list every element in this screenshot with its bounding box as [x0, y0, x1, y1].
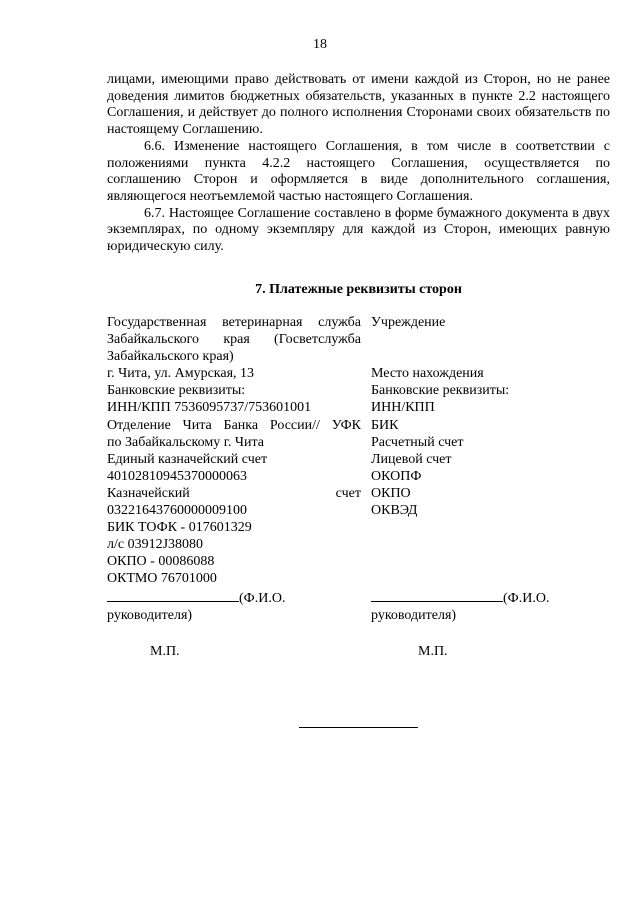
- left-party-bik: БИК ТОФК - 017601329: [107, 520, 252, 536]
- left-party-personal-account: л/с 03912J38080: [107, 537, 204, 553]
- left-party-name-line-3: Забайкальского края): [107, 349, 234, 365]
- right-party-gap: [371, 536, 611, 553]
- left-party-details: [107, 314, 361, 624]
- left-signature-role: руководителя): [107, 607, 193, 623]
- right-party-gap: [371, 519, 611, 536]
- right-party-personal-account: Лицевой счет: [371, 451, 452, 467]
- left-party-okpo: ОКПО - 00086088: [107, 554, 215, 570]
- right-party-bik: БИК: [371, 417, 399, 433]
- section-title: 7. Платежные реквизиты сторон: [255, 282, 462, 297]
- left-party-name-line-1: Государственная ветеринарная служба: [107, 315, 361, 330]
- right-signature-fio: (Ф.И.О.: [503, 590, 550, 606]
- right-party-okpo: ОКПО: [371, 485, 411, 501]
- right-party-gap: [371, 348, 611, 365]
- right-party-okved: ОКВЭД: [371, 503, 418, 519]
- right-party-settlement-account: Расчетный счет: [371, 434, 464, 450]
- left-party-treasury-account-number: 03221643760000009100: [107, 503, 247, 519]
- right-signature-role: руководителя): [371, 607, 457, 623]
- page-number: 18: [313, 37, 327, 52]
- left-party-bank-label: Банковские реквизиты:: [107, 383, 246, 399]
- left-party-single-account-number: 40102810945370000063: [107, 468, 247, 484]
- bottom-divider: [299, 727, 418, 728]
- left-party-inn-kpp: ИНН/КПП 7536095737/753601001: [107, 400, 312, 416]
- left-party-treasury-account-label: Казначейский счет: [107, 485, 361, 501]
- left-party-address: г. Чита, ул. Амурская, 13: [107, 366, 255, 382]
- right-party-okopf: ОКОПФ: [371, 468, 422, 484]
- document-body: [107, 72, 610, 256]
- right-party-bank-label: Банковские реквизиты:: [371, 383, 510, 399]
- left-signature-line: [107, 588, 361, 607]
- left-party-single-account-label: Единый казначейский счет: [107, 451, 268, 467]
- right-signature-underline: [371, 588, 503, 602]
- left-signature-fio: (Ф.И.О.: [239, 590, 286, 606]
- stamp-place-right: М.П.: [418, 644, 448, 659]
- right-party-inn-kpp: ИНН/КПП: [371, 400, 435, 416]
- right-party-details: [371, 314, 611, 624]
- paragraph-continuation: лицами, имеющими право действовать от имени каждой из Сторон, но не ранее доведения лимитов бюджетных обязательств, указанных в пункте 2.2 настоящего Соглашения, и действует до полного исполнения Сторонами своих обязательств по настоящему Соглашению.: [107, 72, 610, 138]
- paragraph-6-7: 6.7. Настоящее Соглашение составлено в форме бумажного документа в двух экземплярах, по одному экземпляру для каждой из Сторон, имеющих равную юридическую силу.: [107, 205, 610, 255]
- right-party-gap: [371, 553, 611, 570]
- right-party-gap: [371, 331, 611, 348]
- right-party-name: Учреждение: [371, 315, 446, 330]
- left-party-name-line-2: Забайкальского края (Госветслужба: [107, 332, 361, 348]
- left-signature-underline: [107, 588, 239, 602]
- left-party-bank-line-2: по Забайкальскому г. Чита: [107, 434, 265, 450]
- stamp-place-left: М.П.: [150, 644, 180, 659]
- right-signature-line: [371, 588, 611, 607]
- paragraph-6-6: 6.6. Изменение настоящего Соглашения, в том числе в соответствии с положениями пункта 4.2.2 настоящего Соглашения, осуществляется по соглашению Сторон и оформляется в виде дополнительного соглашения, являющегося неотъемлемой частью настоящего Соглашения.: [107, 138, 610, 204]
- left-party-bank-line-1: Отделение Чита Банка России// УФК: [107, 417, 361, 433]
- right-party-location: Место нахождения: [371, 366, 484, 382]
- right-party-gap: [371, 570, 611, 587]
- left-party-oktmo: ОКТМО 76701000: [107, 571, 217, 587]
